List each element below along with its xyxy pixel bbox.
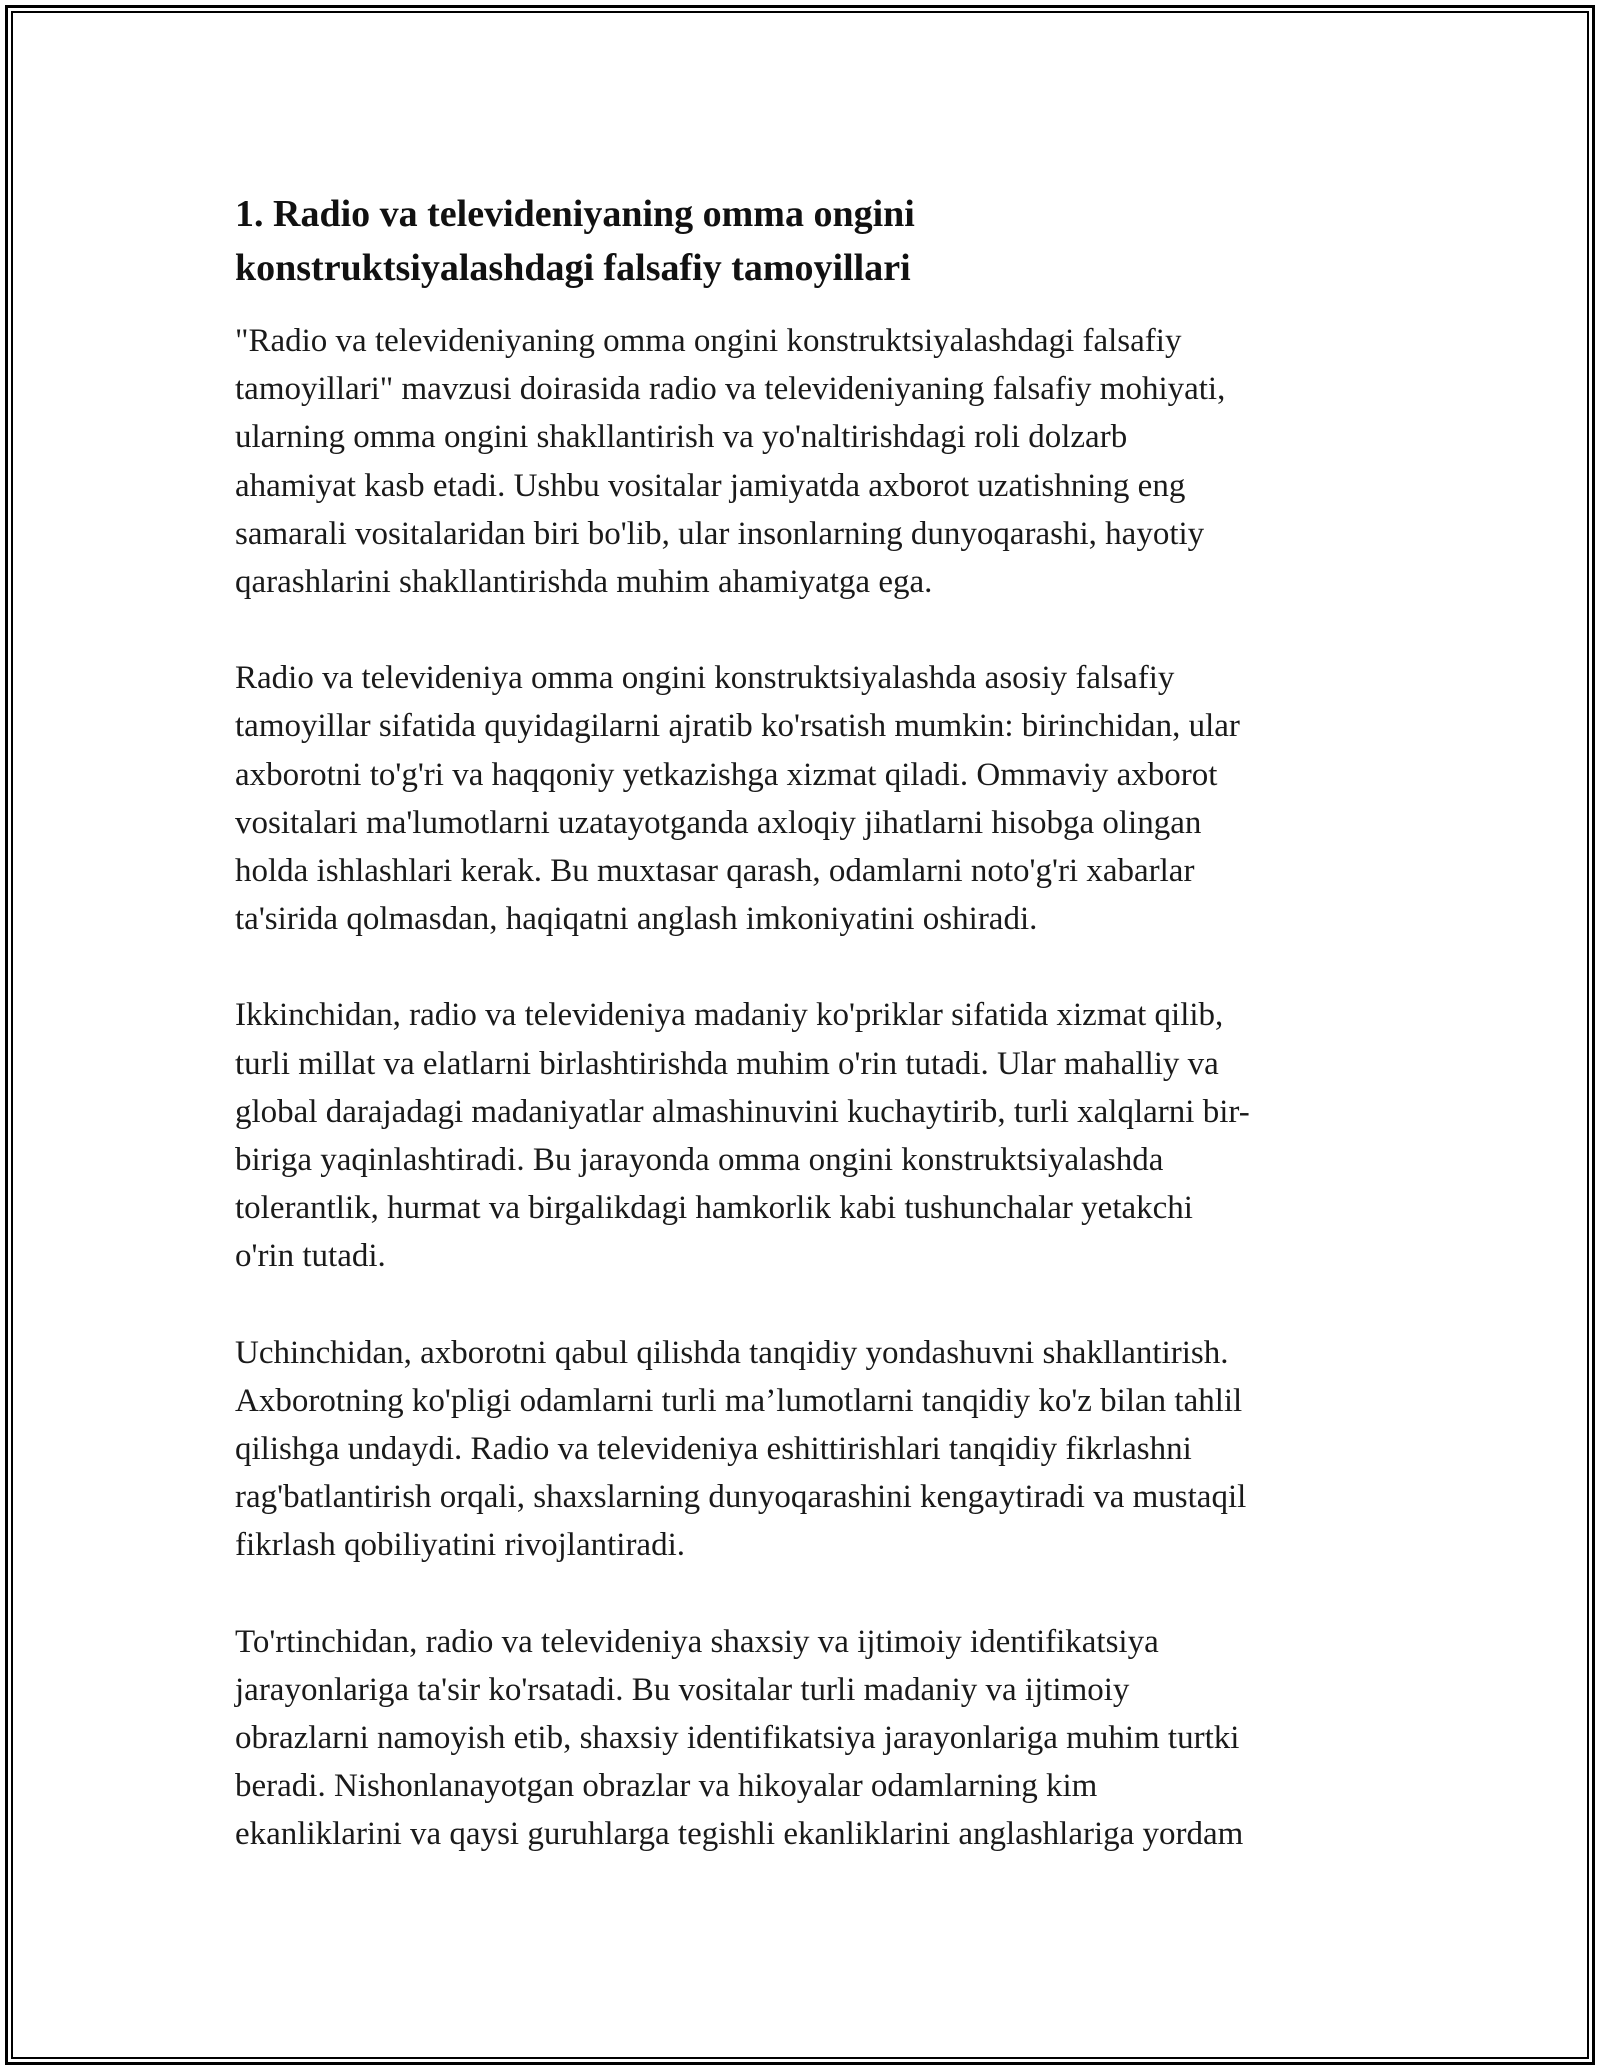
text-line: tamoyillari" mavzusi doirasida radio va televideniyaning falsafiy mohiyati, [235,371,1226,408]
text-line: fikrlash qobiliyatini rivojlantiradi. [235,1527,685,1564]
text-line: holda ishlashlari kerak. Bu muxtasar qarash, odamlarni noto'g'ri xabarlar [235,853,1195,890]
heading-line: konstruktsiyalashdagi falsafiy tamoyillari [235,247,911,289]
heading-line: 1. Radio va televideniyaning omma ongini [235,193,915,235]
paragraph-intro [235,317,1365,606]
text-line: ta'sirida qolmasdan, haqiqatni anglash imkoniyatini oshiradi. [235,901,1038,938]
paragraph-second-principle [235,991,1365,1280]
text-line: ularning omma ongini shakllantirish va yo'naltirishdagi roli dolzarb [235,419,1128,456]
text-line: qarashlarini shakllantirishda muhim ahamiyatga ega. [235,564,933,601]
text-line: rag'batlantirish orqali, shaxslarning dunyoqarashini kengaytiradi va mustaqil [235,1479,1247,1516]
text-line: tolerantlik, hurmat va birgalikdagi hamkorlik kabi tushunchalar yetakchi [235,1190,1193,1227]
paragraph-first-principle [235,654,1365,943]
text-line: ekanliklarini va qaysi guruhlarga tegishli ekanliklarini anglashlariga yordam [235,1816,1244,1853]
document-body [235,187,1365,1907]
text-line: o'rin tutadi. [235,1238,386,1275]
paragraph-fourth-principle [235,1618,1365,1859]
section-heading [235,187,1365,295]
paragraph-third-principle [235,1329,1365,1570]
text-line: qilishga undaydi. Radio va televideniya eshittirishlari tanqidiy fikrlashni [235,1431,1192,1468]
text-line: axborotni to'g'ri va haqqoniy yetkazishga xizmat qiladi. Ommaviy axborot [235,756,1218,793]
text-line: tamoyillar sifatida quyidagilarni ajratib ko'rsatish mumkin: birinchidan, ular [235,708,1240,745]
text-line: turli millat va elatlarni birlashtirishda muhim o'rin tutadi. Ular mahalliy va [235,1045,1219,1082]
text-line: beradi. Nishonlanayotgan obrazlar va hikoyalar odamlarning kim [235,1768,1098,1805]
text-line: Radio va televideniya omma ongini konstruktsiyalashda asosiy falsafiy [235,660,1175,697]
text-line: global darajadagi madaniyatlar almashinuvini kuchaytirib, turli xalqlarni bir- [235,1093,1250,1130]
text-line: jarayonlariga ta'sir ko'rsatadi. Bu vositalar turli madaniy va ijtimoiy [235,1671,1130,1708]
text-line: Uchinchidan, axborotni qabul qilishda tanqidiy yondashuvni shakllantirish. [235,1334,1229,1371]
text-line: "Radio va televideniyaning omma ongini konstruktsiyalashdagi falsafiy [235,323,1182,359]
text-line: Axborotning ko'pligi odamlarni turli ma’lumotlarni tanqidiy ko'z bilan tahlil [235,1382,1243,1419]
text-line: samarali vositalaridan biri bo'lib, ular insonlarning dunyoqarashi, hayotiy [235,515,1205,552]
text-line: obrazlarni namoyish etib, shaxsiy identifikatsiya jarayonlariga muhim turtki [235,1720,1240,1757]
text-line: ahamiyat kasb etadi. Ushbu vositalar jamiyatda axborot uzatishning eng [235,467,1186,504]
text-line: Ikkinchidan, radio va televideniya madaniy ko'priklar sifatida xizmat qilib, [235,997,1224,1034]
text-line: To'rtinchidan, radio va televideniya shaxsiy va ijtimoiy identifikatsiya [235,1623,1159,1660]
text-line: vositalari ma'lumotlarni uzatayotganda axloqiy jihatlarni hisobga olingan [235,804,1202,841]
text-line: biriga yaqinlashtiradi. Bu jarayonda omma ongini konstruktsiyalashda [235,1142,1164,1179]
